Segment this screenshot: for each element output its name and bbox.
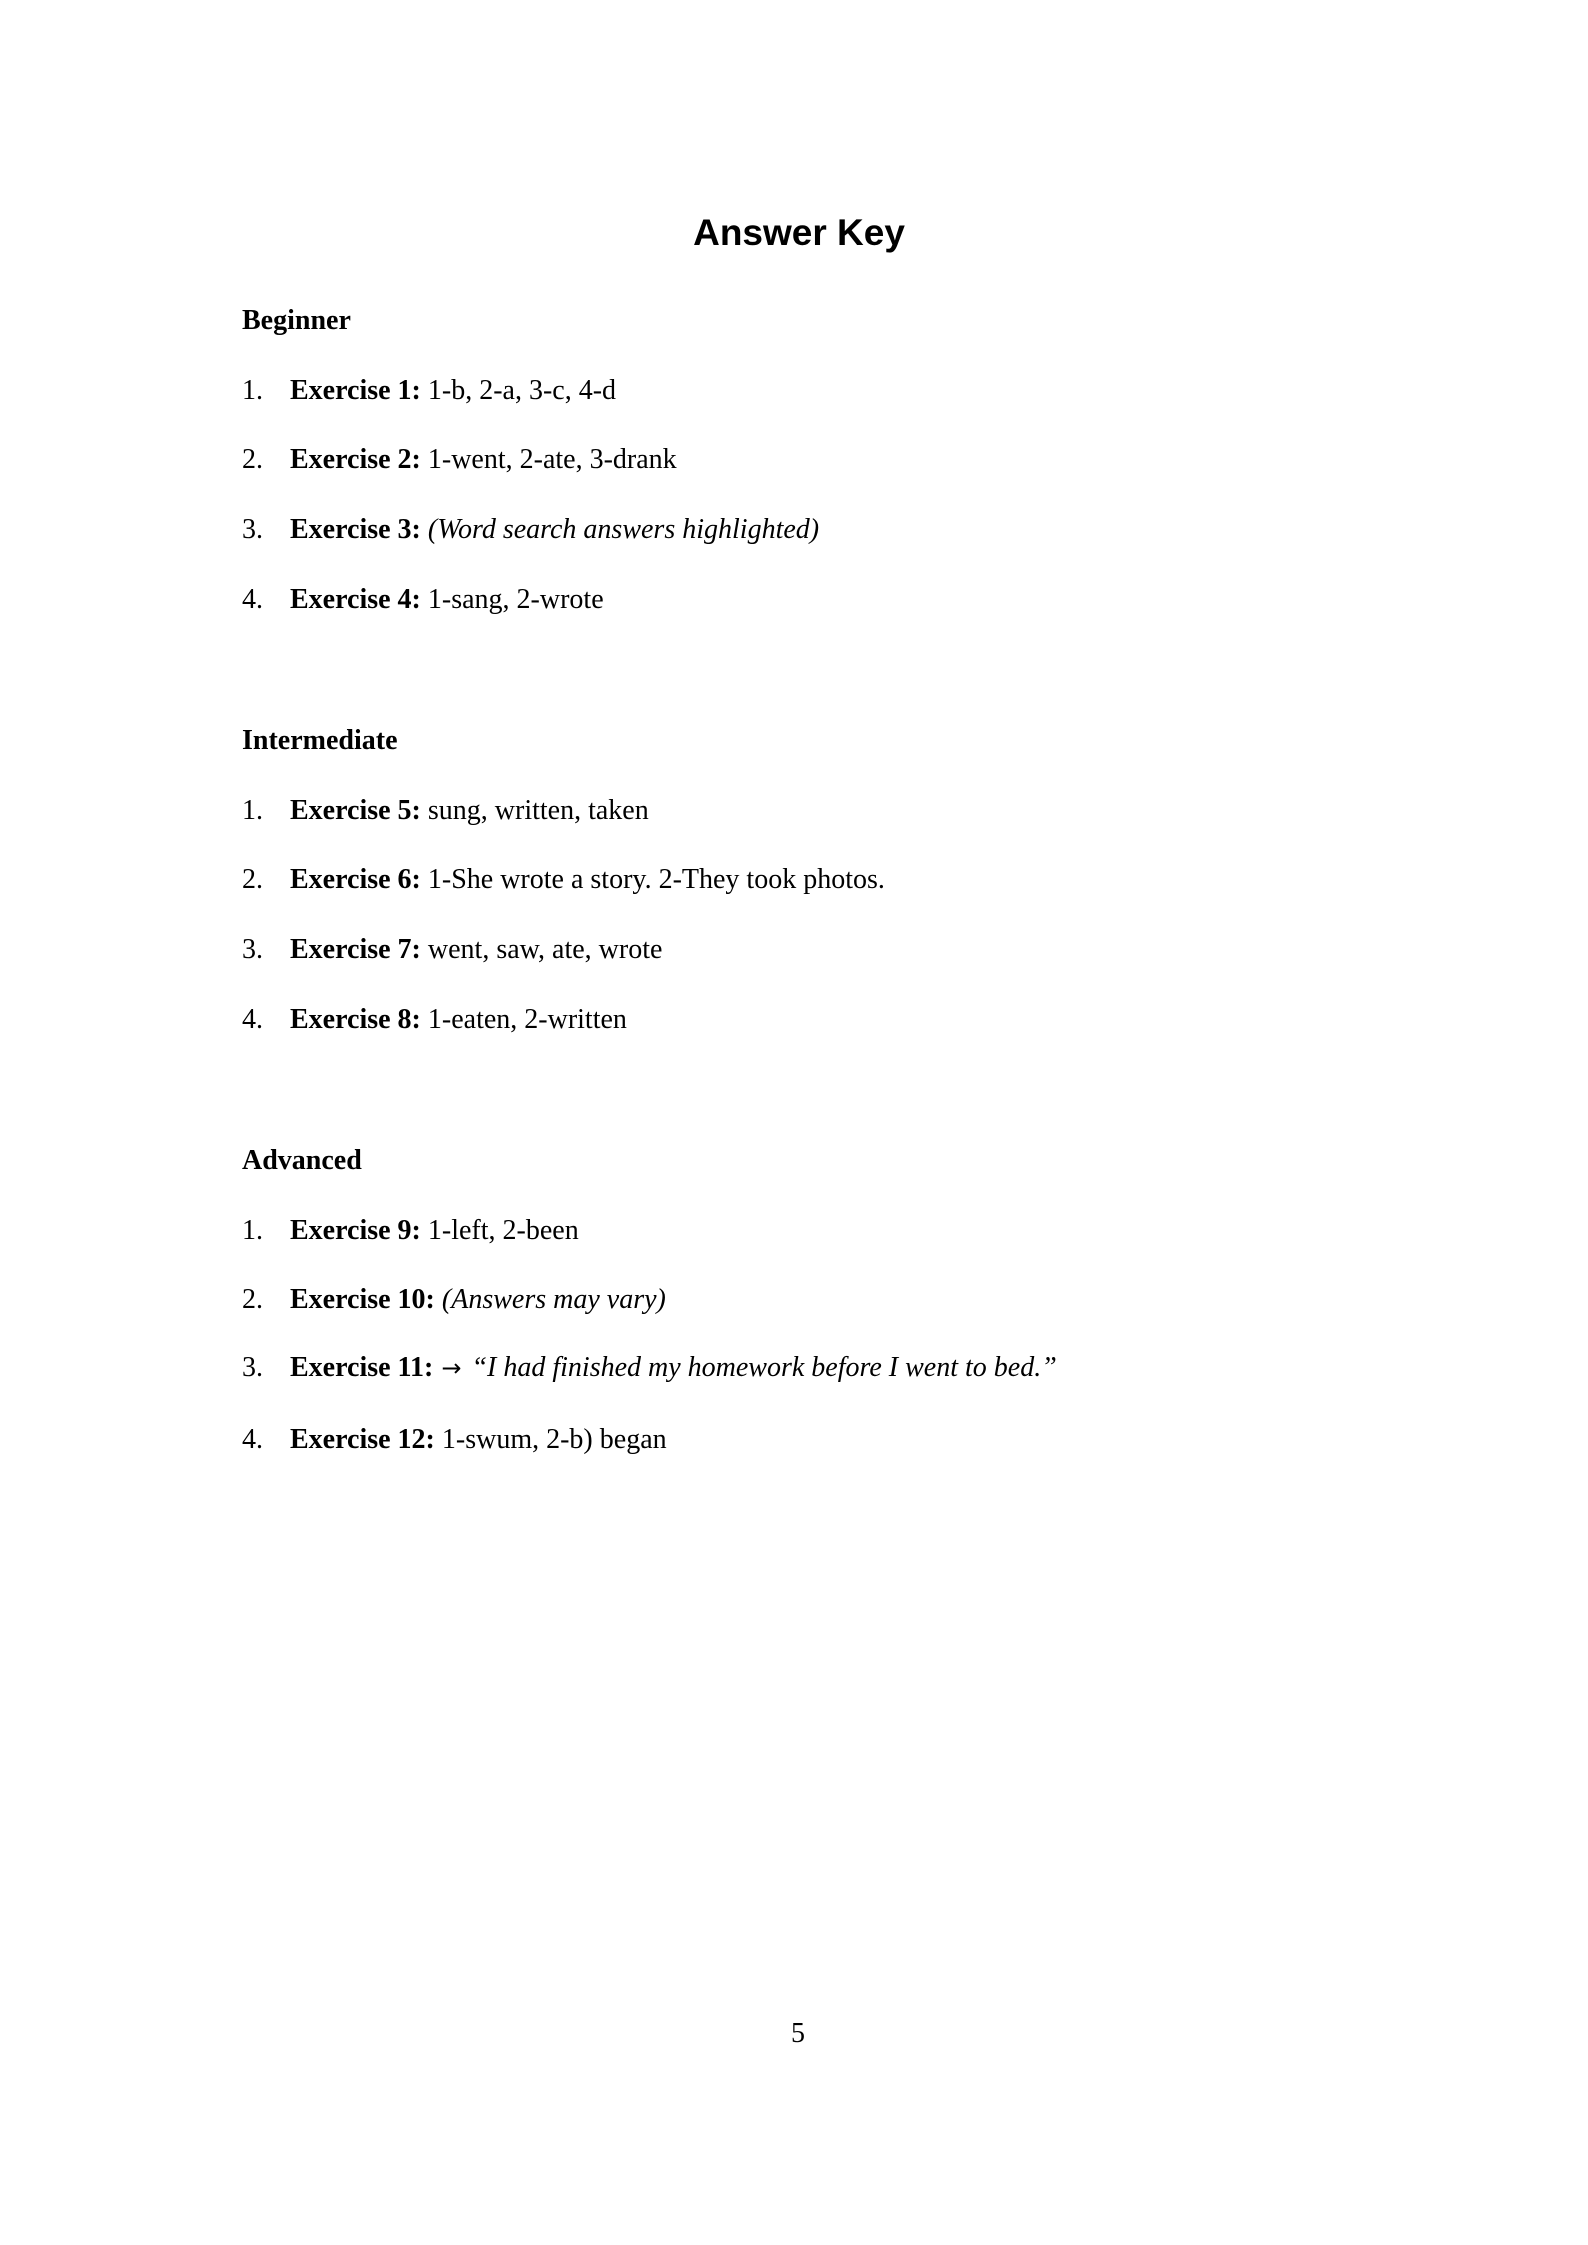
list-item xyxy=(242,375,616,407)
exercise-label: Exercise 7: xyxy=(290,934,421,965)
exercise-answer: sung, written, taken xyxy=(427,795,649,826)
page-number: 5 xyxy=(791,2018,805,2049)
exercise-answer: went, saw, ate, wrote xyxy=(427,934,663,965)
list-item xyxy=(242,795,649,827)
item-number: 2. xyxy=(242,864,263,895)
exercise-answer: 1-went, 2-ate, 3-drank xyxy=(427,444,677,475)
exercise-label: Exercise 12: xyxy=(290,1424,435,1455)
item-number: 2. xyxy=(242,1284,263,1315)
list-item xyxy=(242,1424,667,1456)
page-title: Answer Key xyxy=(693,212,905,253)
item-number: 3. xyxy=(242,934,263,965)
arrow-right-icon: → xyxy=(441,1354,462,1382)
list-item xyxy=(242,864,885,896)
item-number: 4. xyxy=(242,584,263,615)
exercise-answer: (Answers may vary) xyxy=(441,1284,666,1315)
list-item xyxy=(242,1215,579,1247)
exercise-answer: 1-swum, 2-b) began xyxy=(441,1424,667,1455)
exercise-answer: 1-b, 2-a, 3-c, 4-d xyxy=(427,375,617,406)
exercise-label: Exercise 1: xyxy=(290,375,421,406)
exercise-label: Exercise 2: xyxy=(290,444,421,475)
list-item xyxy=(242,584,604,616)
exercise-label: Exercise 11: xyxy=(290,1352,434,1383)
item-number: 4. xyxy=(242,1424,263,1455)
item-number: 3. xyxy=(242,1352,263,1383)
item-number: 2. xyxy=(242,444,263,475)
list-item xyxy=(242,1284,666,1316)
exercise-answer: 1-eaten, 2-written xyxy=(427,1004,627,1035)
item-number: 4. xyxy=(242,1004,263,1035)
exercise-label: Exercise 5: xyxy=(290,795,421,826)
item-number: 3. xyxy=(242,514,263,545)
list-item xyxy=(242,1352,1057,1384)
item-number: 1. xyxy=(242,795,263,826)
section-heading-intermediate: Intermediate xyxy=(242,725,398,756)
exercise-answer: “I had finished my homework before I went to bed.” xyxy=(471,1352,1057,1383)
list-item xyxy=(242,444,677,476)
exercise-answer: (Word search answers highlighted) xyxy=(427,514,820,545)
exercise-answer: 1-She wrote a story. 2-They took photos. xyxy=(427,864,885,895)
exercise-label: Exercise 10: xyxy=(290,1284,435,1315)
list-item xyxy=(242,514,819,546)
item-number: 1. xyxy=(242,1215,263,1246)
exercise-answer: 1-left, 2-been xyxy=(427,1215,579,1246)
section-heading-beginner: Beginner xyxy=(242,305,351,336)
list-item xyxy=(242,1004,627,1036)
exercise-label: Exercise 3: xyxy=(290,514,421,545)
exercise-answer: 1-sang, 2-wrote xyxy=(427,584,604,615)
section-heading-advanced: Advanced xyxy=(242,1145,362,1176)
list-item xyxy=(242,934,662,966)
exercise-label: Exercise 8: xyxy=(290,1004,421,1035)
exercise-label: Exercise 9: xyxy=(290,1215,421,1246)
item-number: 1. xyxy=(242,375,263,406)
exercise-label: Exercise 4: xyxy=(290,584,421,615)
exercise-label: Exercise 6: xyxy=(290,864,421,895)
